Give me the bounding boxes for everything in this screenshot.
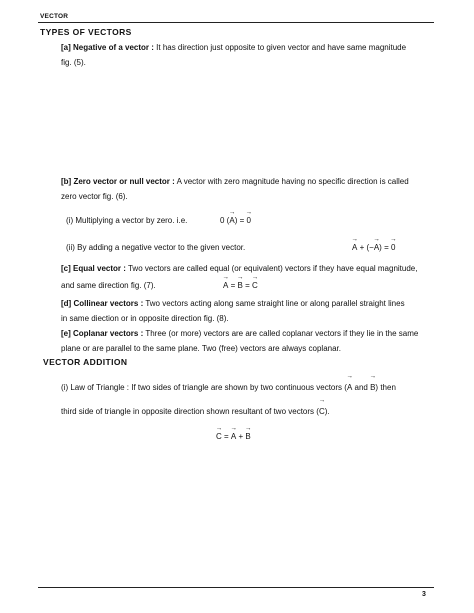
coplanar-vector-text-2: plane or are parallel to the same plane. Two (free) vectors are always coplanar.	[61, 344, 341, 353]
then-text: then	[380, 383, 396, 392]
zero-vector-label: [b] Zero vector or null vector :	[61, 177, 175, 186]
zero-item-2-equation	[352, 243, 395, 252]
eq-zero-vector: → 0	[246, 216, 250, 225]
paren-close: )	[375, 383, 379, 392]
eq-close: )	[379, 243, 382, 252]
negative-vector-text: It has direction just opposite to given vector and have same magnitude	[153, 43, 407, 52]
eq-vector-b-2: → B	[245, 432, 250, 441]
zero-vector-fig-ref: zero vector fig. (6).	[61, 192, 128, 201]
triangle-law-paragraph	[61, 380, 456, 395]
eq-minus-open: (−	[366, 243, 374, 252]
eq-vector-a: → A	[229, 216, 234, 225]
negative-vector-fig-ref: fig. (5).	[61, 58, 86, 67]
zero-vector-paragraph	[61, 174, 441, 204]
eq-vector-c-2: → C	[216, 432, 222, 441]
collinear-vector-paragraph	[61, 296, 446, 326]
eq-equals-4: =	[245, 281, 250, 290]
eq-vector-a-2: → A	[374, 243, 379, 252]
coplanar-vector-label: [e] Coplanar vectors :	[61, 329, 144, 338]
eq-zero-vector-2: → 0	[391, 243, 395, 252]
eq-equals-5: =	[224, 432, 229, 441]
section-title-types: TYPES OF VECTORS	[40, 27, 132, 37]
vector-a: → A	[347, 380, 352, 395]
eq-vector-b: → B	[237, 281, 242, 290]
equal-vector-line-2	[61, 278, 156, 293]
collinear-vector-fig-ref: in same diection or in opposite direction fig. (8).	[61, 314, 229, 323]
collinear-vector-text: Two vectors acting along same straight line or along parallel straight lines	[143, 299, 405, 308]
vector-b: → B	[370, 380, 375, 395]
equal-vector-label: [c] Equal vector :	[61, 264, 126, 273]
equal-vector-equation	[223, 281, 258, 290]
eq-vector-c: → C	[252, 281, 258, 290]
zero-vector-item-1	[66, 213, 187, 228]
equal-vector-fig-ref: and same direction fig. (7).	[61, 281, 156, 290]
c-paren-close: ).	[324, 407, 330, 416]
zero-item-1-text: (i) Multiplying a vector by zero. i.e.	[66, 216, 188, 225]
eq-vector-a-3: → A	[223, 281, 228, 290]
eq-plus-2: +	[238, 432, 244, 441]
collinear-vector-label: [d] Collinear vectors :	[61, 299, 144, 308]
coplanar-vector-text: Three (or more) vectors are are called coplanar vectors if they lie in the same	[143, 329, 419, 338]
zero-vector-item-2	[66, 240, 245, 255]
eq-equals-3: =	[230, 281, 236, 290]
page-number: 3	[422, 591, 426, 598]
zero-item-1-equation: 0 (→ A) = → 0	[220, 216, 251, 225]
triangle-law-equation	[216, 432, 251, 441]
eq-equals: =	[239, 216, 245, 225]
triangle-law-text: (i) Law of Triangle : If two sides of triangle are shown by two continuous vectors	[61, 383, 343, 392]
triangle-law-text-2: third side of triangle in opposite direction shown resultant of two vectors	[61, 407, 315, 416]
running-header: VECTOR	[40, 13, 69, 20]
zero-item-2-text: (ii) By adding a negative vector to the given vector.	[66, 243, 246, 252]
eq-zero-scalar: 0	[220, 216, 225, 225]
triangle-law-line-2	[61, 404, 456, 419]
eq-vector-a-4: → A	[231, 432, 236, 441]
eq-equals-2: =	[384, 243, 389, 252]
c-paren-open: (	[316, 407, 319, 416]
and-text: and	[352, 383, 371, 392]
zero-vector-text: A vector with zero magnitude having no specific direction is called	[174, 177, 409, 186]
coplanar-vector-paragraph	[61, 326, 446, 356]
eq-vector-a-1: → A	[352, 243, 357, 252]
vector-c: → C	[319, 404, 325, 419]
negative-vector-label: [a] Negative of a vector :	[61, 43, 154, 52]
section-title-addition: VECTOR ADDITION	[43, 357, 128, 367]
header-rule	[38, 22, 434, 23]
footer-rule	[38, 587, 434, 588]
equal-vector-text: Two vectors are called equal (or equivalent) vectors if they have equal magnitude,	[125, 264, 418, 273]
eq-plus: +	[359, 243, 365, 252]
negative-vector-paragraph	[61, 40, 441, 70]
paren-open: (	[344, 383, 347, 392]
